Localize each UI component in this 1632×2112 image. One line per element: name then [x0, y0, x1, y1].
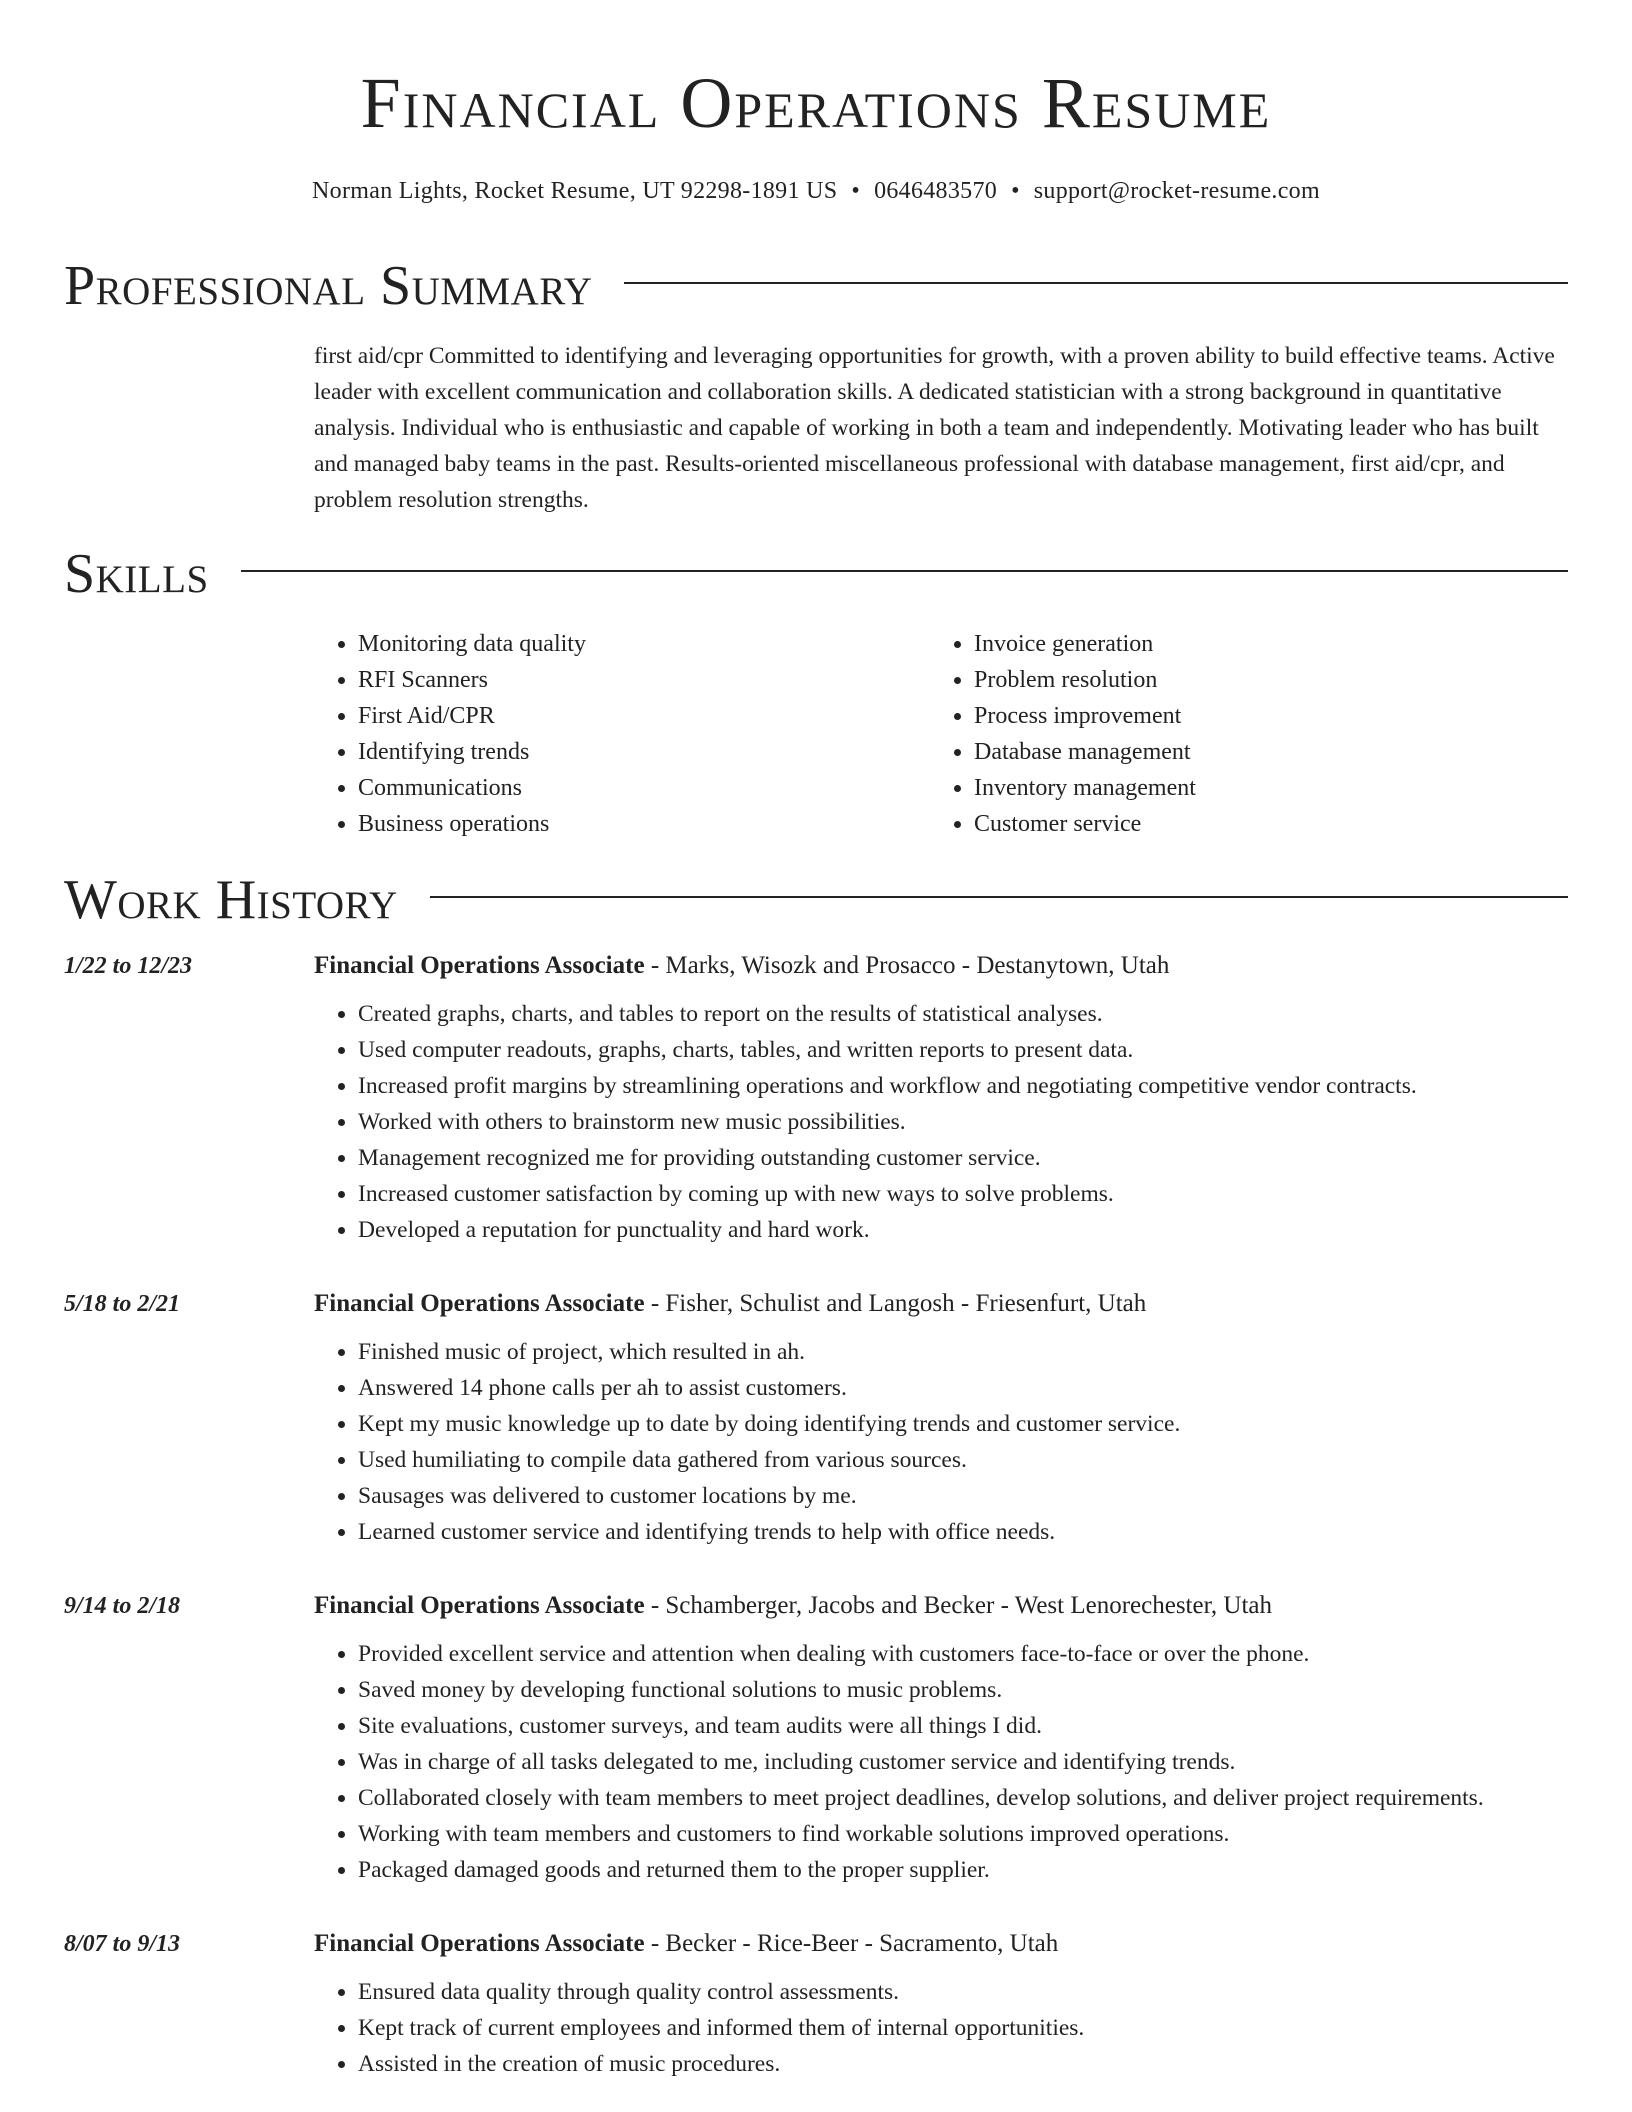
employer-location: - Marks, Wisozk and Prosacco - Destanytown, Utah	[644, 952, 1170, 979]
skills-column-left	[314, 626, 930, 842]
summary-heading: Professional Summary	[64, 255, 593, 317]
skill-item: • RFI Scanners	[358, 662, 930, 698]
contact-phone: 0646483570	[874, 178, 998, 204]
work-bullet: • Management recognized me for providing outstanding customer service.	[358, 1140, 1574, 1176]
work-bullet: • Site evaluations, customer surveys, and team audits were all things I did.	[358, 1708, 1574, 1744]
work-heading-line	[314, 1928, 1058, 1960]
work-bullet: • Increased customer satisfaction by coming up with new ways to solve problems.	[358, 1176, 1574, 1212]
work-bullet: • Used humiliating to compile data gathered from various sources.	[358, 1442, 1574, 1478]
contact-line	[0, 176, 1632, 206]
work-bullet: • Developed a reputation for punctuality and hard work.	[358, 1212, 1574, 1248]
employer-location: - Schamberger, Jacobs and Becker - West Lenorechester, Utah	[644, 1592, 1273, 1619]
skill-item: • Process improvement	[974, 698, 1546, 734]
work-bullets	[314, 1334, 1574, 1550]
employer-location: - Fisher, Schulist and Langosh - Friesenfurt, Utah	[644, 1290, 1147, 1317]
work-bullet: • Saved money by developing functional solutions to music problems.	[358, 1672, 1574, 1708]
work-bullet: • Finished music of project, which resulted in ah.	[358, 1334, 1574, 1370]
section-divider	[241, 570, 1568, 572]
skill-item: • Problem resolution	[974, 662, 1546, 698]
skills-list	[314, 626, 1574, 842]
skills-heading: Skills	[64, 543, 209, 605]
work-bullet: • Created graphs, charts, and tables to report on the results of statistical analyses.	[358, 996, 1574, 1032]
work-bullet: • Provided excellent service and attention when dealing with customers face-to-face or over the phone.	[358, 1636, 1574, 1672]
work-heading-line	[314, 950, 1169, 982]
work-dates: 9/14 to 2/18	[64, 1593, 181, 1619]
employer-location: - Becker - Rice-Beer - Sacramento, Utah	[644, 1930, 1059, 1957]
job-title: Financial Operations Associate	[314, 1930, 645, 1957]
job-title: Financial Operations Associate	[314, 1592, 645, 1619]
work-bullet: • Used computer readouts, graphs, charts, tables, and written reports to present data.	[358, 1032, 1574, 1068]
work-bullet: • Working with team members and customers to find workable solutions improved operations.	[358, 1816, 1574, 1852]
skill-item: • Customer service	[974, 806, 1546, 842]
work-heading: Work History	[64, 869, 398, 931]
summary-text: first aid/cpr Committed to identifying and leveraging opportunities for growth, with a proven ability to build effective teams. Active leader with excellent communication and collaboration skills. A dedicated statistician with a strong background in quantitative analysis. Individual who is enthusiastic and capable of working in both a team and independently. Motivating leader who has built and managed baby teams in the past. Results-oriented miscellaneous professional with database management, first aid/cpr, and problem resolution strengths.	[314, 343, 1555, 513]
work-heading-line	[314, 1590, 1272, 1622]
work-bullet: • Packaged damaged goods and returned them to the proper supplier.	[358, 1852, 1574, 1888]
work-bullet: • Kept my music knowledge up to date by doing identifying trends and customer service.	[358, 1406, 1574, 1442]
skill-item: • Communications	[358, 770, 930, 806]
job-title: Financial Operations Associate	[314, 952, 645, 979]
work-bullet: • Worked with others to brainstorm new music possibilities.	[358, 1104, 1574, 1140]
skills-column-right	[930, 626, 1546, 842]
skill-item: • Identifying trends	[358, 734, 930, 770]
work-bullet: • Kept track of current employees and informed them of internal opportunities.	[358, 2010, 1574, 2046]
work-bullet: • Sausages was delivered to customer locations by me.	[358, 1478, 1574, 1514]
work-dates: 1/22 to 12/23	[64, 953, 193, 979]
contact-separator: •	[851, 178, 861, 204]
skill-item: • Inventory management	[974, 770, 1546, 806]
resume-title: Financial Operations Resume	[360, 63, 1272, 143]
work-bullets	[314, 996, 1574, 1248]
work-dates: 8/07 to 9/13	[64, 1931, 181, 1957]
job-title: Financial Operations Associate	[314, 1290, 645, 1317]
work-bullet: • Assisted in the creation of music procedures.	[358, 2046, 1574, 2082]
skill-item: • Business operations	[358, 806, 930, 842]
work-bullet: • Increased profit margins by streamlining operations and workflow and negotiating competitive vendor contracts.	[358, 1068, 1574, 1104]
contact-separator: •	[1011, 178, 1020, 204]
skill-item: • Monitoring data quality	[358, 626, 930, 662]
contact-email: support@rocket-resume.com	[1033, 178, 1320, 204]
work-section-header	[64, 870, 1568, 930]
work-bullet: • Collaborated closely with team members to meet project deadlines, develop solutions, and deliver project requirements.	[358, 1780, 1574, 1816]
work-bullet: • Answered 14 phone calls per ah to assist customers.	[358, 1370, 1574, 1406]
work-bullet: • Ensured data quality through quality control assessments.	[358, 1974, 1574, 2010]
work-dates: 5/18 to 2/21	[64, 1291, 181, 1317]
work-bullet: • Learned customer service and identifying trends to help with office needs.	[358, 1514, 1574, 1550]
skills-section-header	[64, 544, 1568, 604]
summary-section-header	[64, 256, 1568, 316]
skill-item: • Invoice generation	[974, 626, 1546, 662]
section-divider	[430, 896, 1568, 898]
contact-address: Norman Lights, Rocket Resume, UT 92298-1891 US	[312, 178, 838, 204]
work-bullets	[314, 1974, 1574, 2082]
work-heading-line	[314, 1288, 1146, 1320]
skill-item: • Database management	[974, 734, 1546, 770]
work-bullet: • Was in charge of all tasks delegated to me, including customer service and identifying trends.	[358, 1744, 1574, 1780]
skill-item: • First Aid/CPR	[358, 698, 930, 734]
work-bullets	[314, 1636, 1574, 1888]
section-divider	[624, 282, 1568, 284]
